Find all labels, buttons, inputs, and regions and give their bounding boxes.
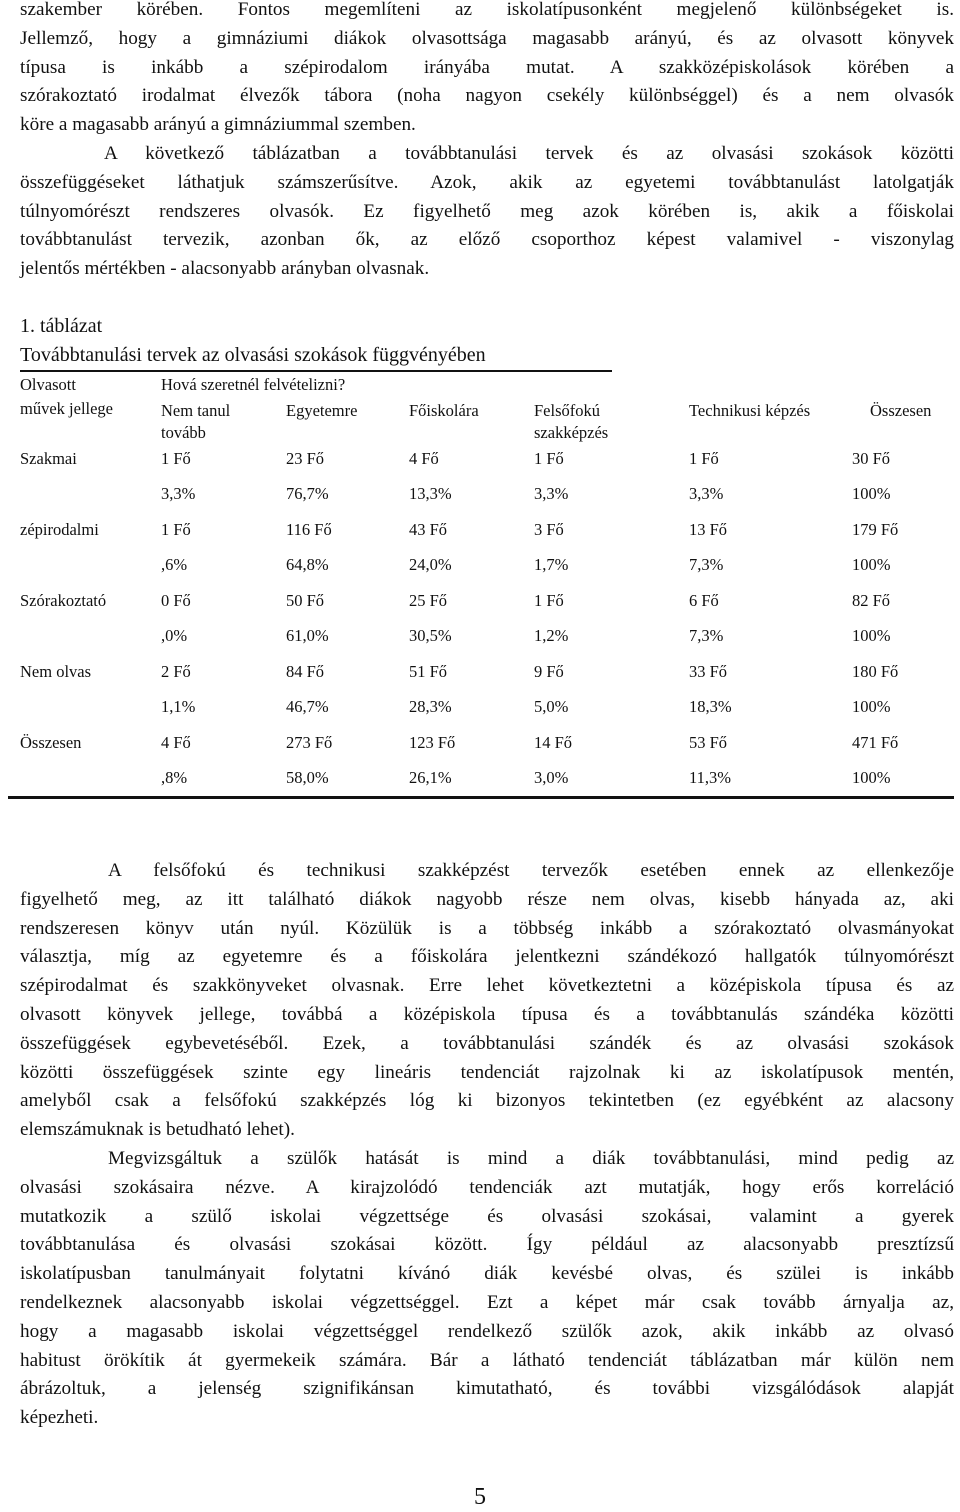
percent-cell: 61,0%	[286, 626, 329, 645]
row-label: Szórakoztató	[20, 591, 107, 610]
percent-cell: ,0%	[161, 626, 188, 645]
body-paragraphs	[20, 857, 954, 1433]
percent-cell: 58,0%	[286, 768, 329, 787]
count-cell: 123 Fő	[409, 733, 456, 752]
count-cell: 6 Fő	[689, 591, 719, 610]
text-line: közötti összefüggések szinte egy lineáris tendenciát rajzolnak ki az iskolatípusok mentén,	[20, 1061, 954, 1083]
count-cell: 1 Fő	[534, 449, 564, 468]
percent-cell: 7,3%	[689, 626, 724, 645]
percent-cell: 76,7%	[286, 484, 329, 503]
text-line: túlnyomórészt rendszeres olvasók. Ez figyelhető meg azok körében is, akik a főiskolai	[20, 200, 954, 222]
percent-cell: 1,1%	[161, 697, 196, 716]
text-line: olvasási szokásaira nézve. A kirajzolódó tendenciák azt mutatják, hogy erős korreláció	[20, 1176, 954, 1198]
percent-cell: 28,3%	[409, 697, 452, 716]
row-header-label: művek jellege	[20, 399, 114, 418]
table-caption-title: Továbbtanulási tervek az olvasási szokások függvényében	[20, 344, 486, 366]
text-line: szakember körében. Fontos megemlíteni az iskolatípusonként megjelenő különbségeket is.	[20, 0, 954, 20]
text-line: habitust örökítik át gyermekeik számára. Bár a látható tendenciát táblázatban már külön nem	[20, 1349, 954, 1371]
group-header: Hová szeretnél felvételizni?	[161, 375, 346, 394]
text-line: összefüggések egybevetéséből. Ezek, a továbbtanulási szándék és az olvasási szokások	[20, 1032, 954, 1054]
column-header: Főiskolára	[409, 401, 479, 420]
text-line: szépirodalmat és szakkönyveket olvasnak. Erre lehet következtetni a középiskola típusa és az	[20, 975, 954, 997]
column-header: Összesen	[870, 401, 932, 420]
text-line: jelentős mértékben - alacsonyabb arányban olvasnak.	[20, 258, 430, 280]
text-line: szórakoztató irodalmat élvezők tábora (noha nagyon csekély különbséggel) és a nem olvasók	[20, 85, 954, 107]
count-cell: 43 Fő	[409, 520, 448, 539]
count-cell: 30 Fő	[852, 449, 891, 468]
text-line: amelyből csak a felsőfokú szakképzés lóg ki bizonyos tekintetben (ez egyébként az alacsony	[20, 1090, 954, 1112]
text-line: továbbtanulása és olvasási szokásai között. Így például az alacsonyabb presztízsű	[20, 1234, 954, 1256]
count-cell: 50 Fő	[286, 591, 325, 610]
percent-cell: 100%	[852, 768, 891, 787]
count-cell: 9 Fő	[534, 662, 564, 681]
text-line: Megvizsgáltuk a szülők hatását is mind a diák továbbtanulási, mind pedig az	[108, 1147, 954, 1169]
percent-cell: 3,3%	[161, 484, 196, 503]
text-line: köre a magasabb arányú a gimnáziummal szemben.	[20, 114, 416, 136]
percent-cell: 5,0%	[534, 697, 569, 716]
percent-cell: 30,5%	[409, 626, 452, 645]
column-header: szakképzés	[534, 423, 609, 442]
text-line: képezheti.	[20, 1407, 99, 1429]
text-line: figyelhető meg, az itt található diákok nagyobb része nem olvas, kisebb hányada az, aki	[20, 888, 954, 910]
count-cell: 4 Fő	[409, 449, 439, 468]
percent-cell: 13,3%	[409, 484, 452, 503]
count-cell: 4 Fő	[161, 733, 191, 752]
count-cell: 3 Fő	[534, 520, 564, 539]
percent-cell: 46,7%	[286, 697, 329, 716]
count-cell: 116 Fő	[286, 520, 332, 539]
row-label: zépirodalmi	[20, 520, 99, 539]
percent-cell: 24,0%	[409, 555, 452, 574]
count-cell: 84 Fő	[286, 662, 325, 681]
page-number: 5	[474, 1484, 486, 1510]
percent-cell: 64,8%	[286, 555, 329, 574]
row-label: Összesen	[20, 733, 82, 752]
percent-cell: 1,2%	[534, 626, 569, 645]
count-cell: 33 Fő	[689, 662, 728, 681]
intro-paragraph	[20, 0, 954, 284]
count-cell: 273 Fő	[286, 733, 333, 752]
count-cell: 2 Fő	[161, 662, 191, 681]
count-cell: 1 Fő	[161, 520, 191, 539]
percent-cell: 100%	[852, 484, 891, 503]
percent-cell: 3,3%	[689, 484, 724, 503]
text-line: rendszeresen könyv után nyúl. Közülük is a többség inkább a szórakoztató olvasmányokat	[20, 917, 954, 939]
text-line: elemszámuknak is betudható lehet).	[20, 1119, 295, 1141]
text-line: olvasott könyvek jellege, továbbá a középiskola típusa és a továbbtanulás szándéka közötti	[20, 1003, 954, 1025]
percent-cell: 7,3%	[689, 555, 724, 574]
column-header: Egyetemre	[286, 401, 358, 420]
count-cell: 13 Fő	[689, 520, 728, 539]
count-cell: 1 Fő	[689, 449, 719, 468]
percent-cell: 3,0%	[534, 768, 569, 787]
count-cell: 471 Fő	[852, 733, 899, 752]
column-header: Technikusi képzés	[689, 401, 811, 420]
percent-cell: ,6%	[161, 555, 188, 574]
count-cell: 179 Fő	[852, 520, 899, 539]
count-cell: 180 Fő	[852, 662, 899, 681]
percent-cell: 26,1%	[409, 768, 452, 787]
text-line: A felsőfokú és technikusi szakképzést tervezők esetében ennek az ellenkezője	[108, 860, 954, 881]
count-cell: 53 Fő	[689, 733, 728, 752]
text-line: típusa is inkább a szépirodalom irányába mutat. A szakközépiskolások körében a	[20, 56, 954, 78]
count-cell: 1 Fő	[534, 591, 564, 610]
table-bottom-rule	[8, 796, 954, 799]
percent-cell: 100%	[852, 626, 891, 645]
percent-cell: 100%	[852, 555, 891, 574]
column-header: Nem tanul	[161, 401, 231, 420]
text-line: összefüggéseket láthatjuk számszerűsítve. Azok, akik az egyetemi továbbtanulást latolgatják	[20, 171, 954, 193]
percent-cell: 3,3%	[534, 484, 569, 503]
text-line: Jellemző, hogy a gimnáziumi diákok olvasottsága magasabb arányú, és az olvasott könyvek	[20, 27, 954, 49]
text-line: A következő táblázatban a továbbtanulási tervek és az olvasási szokások közötti	[104, 142, 954, 164]
count-cell: 0 Fő	[161, 591, 191, 610]
text-line: ábrázoltuk, a jelenség szignifikánsan kimutatható, és további vizsgálódások alapját	[20, 1378, 954, 1400]
table-caption-number: 1. táblázat	[20, 315, 103, 337]
percent-cell: 100%	[852, 697, 891, 716]
count-cell: 23 Fő	[286, 449, 325, 468]
text-line: iskolatípusban tanulmányait folytatni kívánó diák kevésbé olvas, és szülei is inkább	[20, 1263, 954, 1285]
text-line: hogy a magasabb iskolai végzettséggel rendelkező szülők azok, akik inkább az olvasó	[20, 1320, 954, 1342]
percent-cell: 11,3%	[689, 768, 732, 787]
count-cell: 25 Fő	[409, 591, 448, 610]
text-line: választja, míg az egyetemre és a főiskolára jelentkezni szándékozó hallgatók túlnyomórészt	[20, 946, 954, 968]
row-header-label: Olvasott	[20, 375, 76, 394]
percent-cell: 1,7%	[534, 555, 569, 574]
count-cell: 14 Fő	[534, 733, 573, 752]
row-label: Nem olvas	[20, 662, 92, 681]
data-table	[20, 372, 954, 792]
text-line: rendelkeznek alacsonyabb iskolai végzettséggel. Ezt a képet már csak tovább árnyalja az,	[20, 1291, 954, 1313]
column-header: Felsőfokú	[534, 401, 600, 420]
count-cell: 1 Fő	[161, 449, 191, 468]
text-line: továbbtanulást tervezik, azonban ők, az előző csoporthoz képest valamivel - viszonylag	[20, 229, 954, 251]
percent-cell: 18,3%	[689, 697, 732, 716]
count-cell: 82 Fő	[852, 591, 891, 610]
percent-cell: ,8%	[161, 768, 188, 787]
row-label: Szakmai	[20, 449, 77, 468]
text-line: mutatkozik a szülő iskolai végzettsége és olvasási szokásai, valamint a gyerek	[20, 1205, 954, 1227]
count-cell: 51 Fő	[409, 662, 448, 681]
column-header: tovább	[161, 423, 206, 442]
